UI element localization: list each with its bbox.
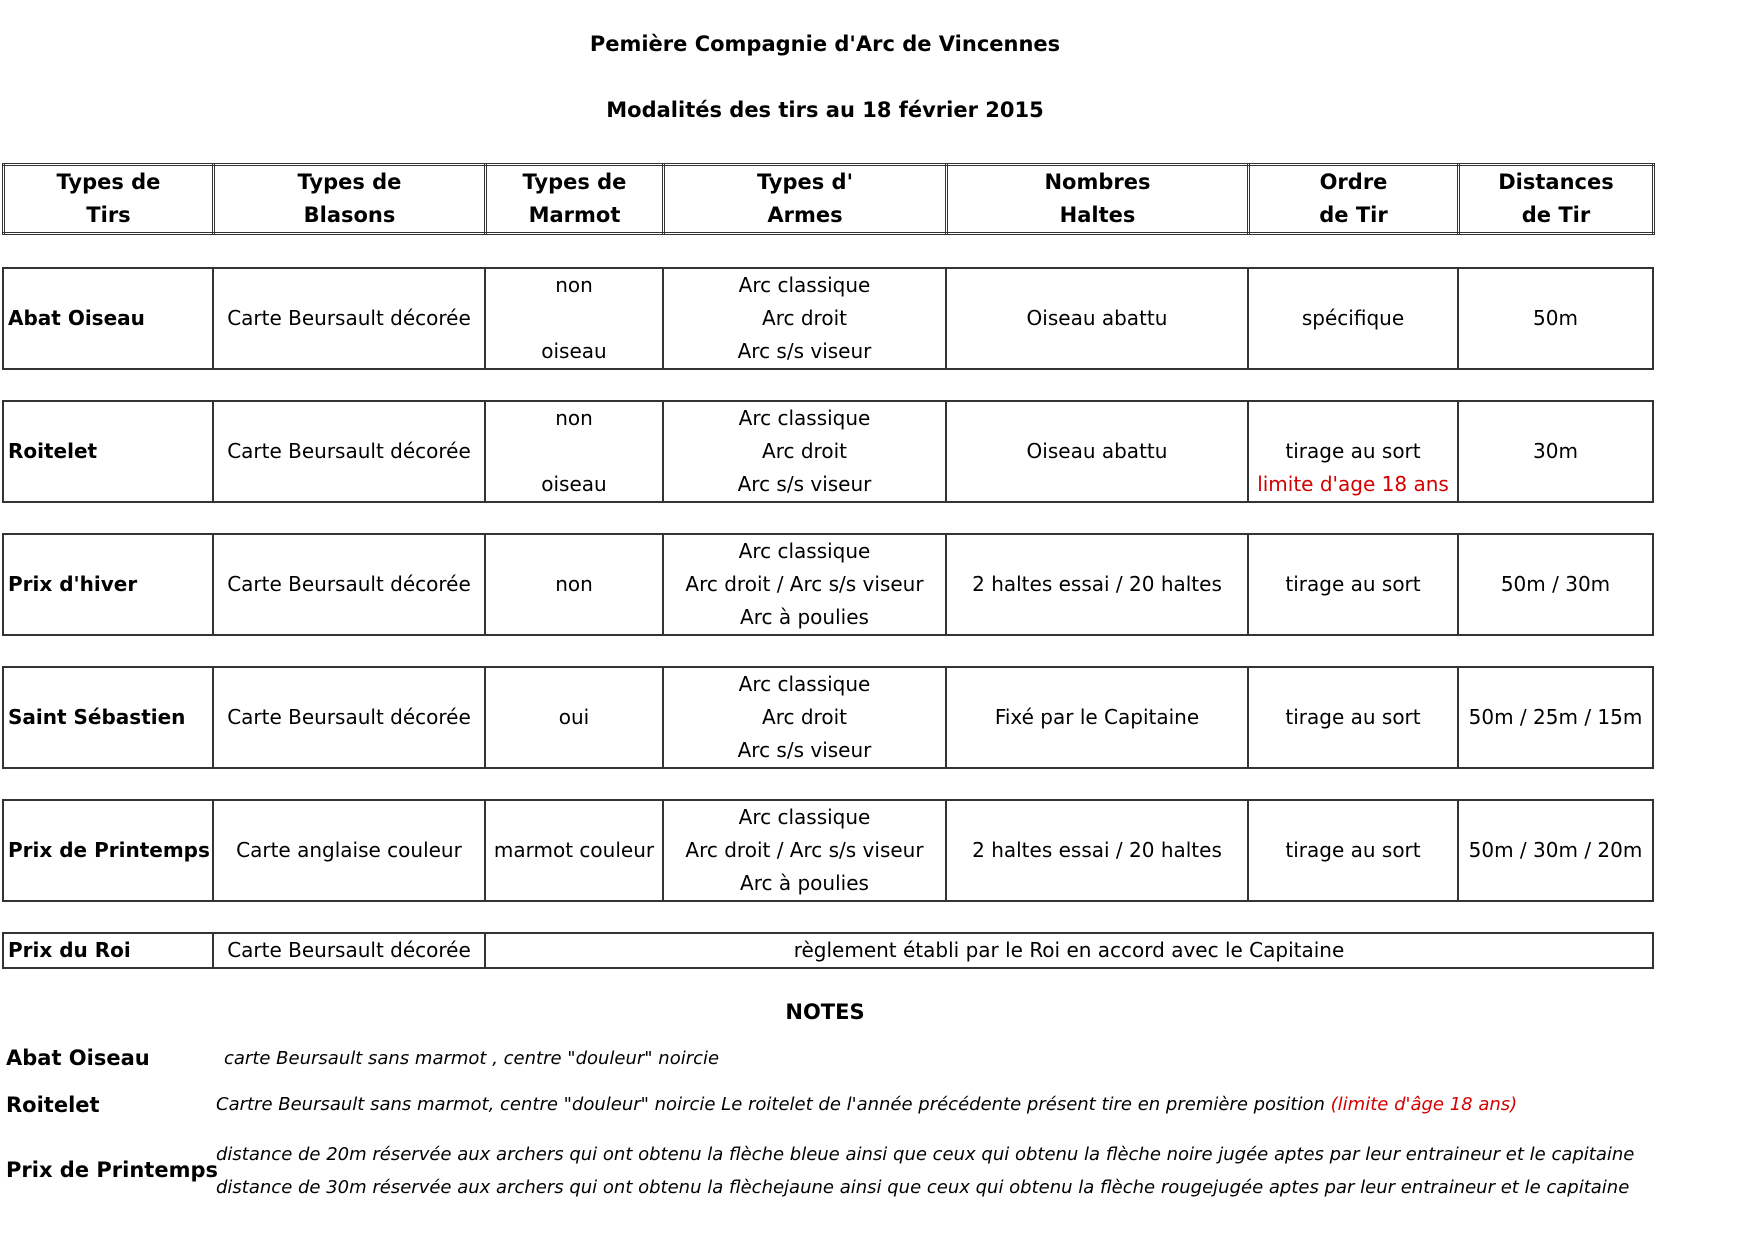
row-ordre [1248,401,1458,502]
row-type: Roitelet [3,401,213,502]
cell-line: non [555,273,593,297]
cell-line: Arc s/s viseur [737,472,872,496]
cell-line [486,302,662,335]
row-type: Saint Sébastien [3,667,213,768]
note-text-abat-oiseau: carte Beursault sans marmot , centre "douleur" noircie [224,1048,720,1069]
cell-line: Arc classique [738,672,871,696]
note-label-prix-de-printemps: Prix de Printemps [6,1158,218,1182]
cell-line: Arc droit [762,439,847,463]
row-blason: Carte Beursault décorée [213,268,485,369]
row-armes [663,268,946,369]
table-row [2,533,1654,636]
note-text-printemps-line1: distance de 20m réservée aux archers qui ont obtenu la flèche bleue ainsi que ceux qui obtenu la flèche noire jugée aptes par leur entraineur et le capitaine [216,1144,1635,1165]
row-blason: Carte anglaise couleur [213,800,485,901]
cell-line: Arc classique [738,273,871,297]
cell-line: Arc droit / Arc s/s viseur [685,572,924,596]
cell-line: non [555,406,593,430]
row-haltes: Fixé par le Capitaine [946,667,1248,768]
cell-line: non [555,572,593,596]
cell-line: Arc s/s viseur [737,738,872,762]
notes-title: NOTES [785,1000,865,1024]
note-text-printemps-line2: distance de 30m réservée aux archers qui ont obtenu la flèchejaune ainsi que ceux qui obtenu la flèche rougejugée aptes par leur entraineur et le capitaine [216,1177,1630,1198]
row-marmot [485,800,663,901]
cell-line: Arc à poulies [740,871,869,895]
row-armes [663,401,946,502]
cell-line: tirage au sort [1285,572,1421,596]
header-distances-tir: Distances de Tir [1459,165,1654,234]
row-type: Prix de Printemps [3,800,213,901]
note-roitelet-red: (limite d'âge 18 ans) [1330,1094,1518,1115]
note-roitelet-main: Cartre Beursault sans marmot, centre "douleur" noircie Le roitelet de l'année précédente présent tire en première position [216,1094,1325,1115]
row-haltes: Oiseau abattu [946,401,1248,502]
row-blason: Carte Beursault décorée [213,933,485,968]
row-armes [663,667,946,768]
cell-line: Arc classique [738,805,871,829]
cell-line: tirage au sort [1285,439,1421,463]
table-row-prix-du-roi [2,932,1654,969]
note-text-roitelet [216,1094,1517,1115]
age-limit-note: limite d'age 18 ans [1257,472,1449,496]
row-distance: 50m / 30m / 20m [1458,800,1653,901]
cell-line: Arc droit / Arc s/s viseur [685,838,924,862]
cell-line: Arc classique [738,406,871,430]
row-type: Abat Oiseau [3,268,213,369]
cell-line: tirage au sort [1285,838,1421,862]
row-blason: Carte Beursault décorée [213,534,485,635]
cell-line: marmot couleur [493,838,655,862]
row-type: Prix du Roi [3,933,213,968]
header-nombres-haltes: Nombres Haltes [947,165,1249,234]
row-ordre [1248,667,1458,768]
row-type: Prix d'hiver [3,534,213,635]
cell-line: spécifique [1301,306,1405,330]
note-label-abat-oiseau: Abat Oiseau [6,1046,150,1070]
cell-line: tirage au sort [1285,705,1421,729]
row-haltes: 2 haltes essai / 20 haltes [946,800,1248,901]
cell-line [486,435,662,468]
cell-line: oiseau [541,339,607,363]
row-marmot [485,268,663,369]
note-label-roitelet: Roitelet [6,1093,100,1117]
row-distance: 50m / 25m / 15m [1458,667,1653,768]
row-blason: Carte Beursault décorée [213,667,485,768]
header-ordre-tir: Ordre de Tir [1249,165,1459,234]
table-row [2,400,1654,503]
cell-line: oiseau [541,472,607,496]
row-marmot [485,534,663,635]
document-subtitle: Modalités des tirs au 18 février 2015 [606,98,1044,122]
table-row [2,799,1654,902]
header-table [2,163,1655,235]
row-distance: 50m / 30m [1458,534,1653,635]
cell-line: oui [558,705,590,729]
header-types-tirs: Types de Tirs [4,165,214,234]
row-blason: Carte Beursault décorée [213,401,485,502]
row-marmot [485,401,663,502]
row-armes [663,534,946,635]
row-haltes: 2 haltes essai / 20 haltes [946,534,1248,635]
row-haltes: Oiseau abattu [946,268,1248,369]
header-types-blasons: Types de Blasons [214,165,486,234]
row-ordre [1248,534,1458,635]
row-distance: 30m [1458,401,1653,502]
header-types-marmot: Types de Marmot [486,165,664,234]
table-row [2,267,1654,370]
row-marmot [485,667,663,768]
table-row [2,666,1654,769]
row-ordre [1248,268,1458,369]
row-armes [663,800,946,901]
cell-line: Arc droit [762,306,847,330]
row-ordre [1248,800,1458,901]
cell-line: Arc classique [738,539,871,563]
document-title: Pemière Compagnie d'Arc de Vincennes [589,32,1061,56]
cell-line: Arc s/s viseur [737,339,872,363]
row-distance: 50m [1458,268,1653,369]
cell-line: Arc droit [762,705,847,729]
cell-line: Arc à poulies [740,605,869,629]
row-reglement: règlement établi par le Roi en accord avec le Capitaine [485,933,1653,968]
header-types-armes: Types d' Armes [664,165,947,234]
